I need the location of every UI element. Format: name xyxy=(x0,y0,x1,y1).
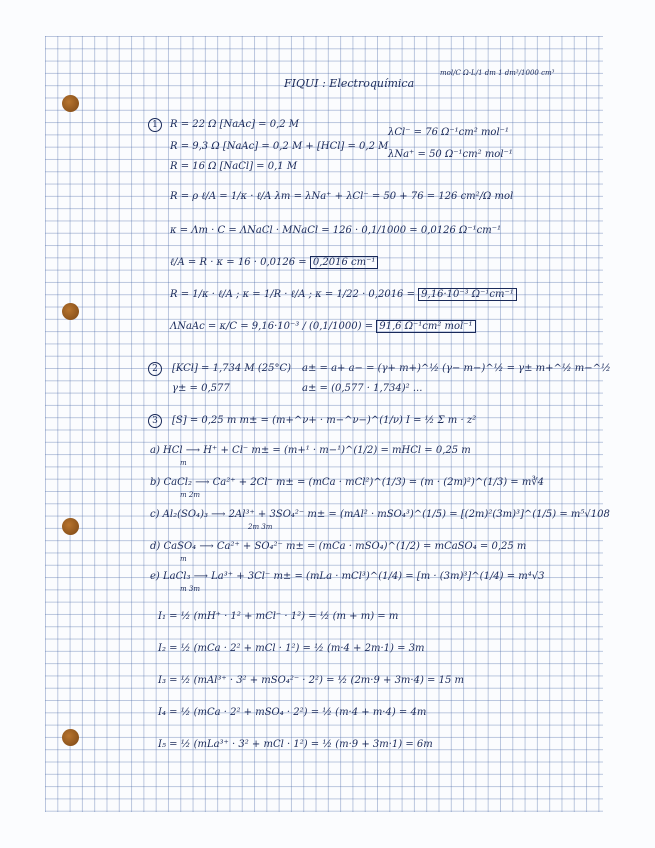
given-line: [KCl] = 1,734 M (25°C) xyxy=(172,363,291,374)
equation-line: ℓ/A = R · κ = 16 · 0,0126 = 0,2016 cm⁻¹ xyxy=(170,258,378,268)
molar-conductivity-na: λNa⁺ = 50 Ω⁻¹cm² mol⁻¹ xyxy=(388,149,513,160)
boxed-result: 0,2016 cm⁻¹ xyxy=(310,256,379,269)
page-title: FIQUI : Electroquímica xyxy=(284,77,415,90)
reaction-line: e) LaCl₃ ⟶ La³⁺ + 3Cl⁻ m± = (mLa · mCl³)^(1/4) = [m · (3m)³]^(1/4) = m⁴√3 xyxy=(150,571,545,582)
given-line: R = 9,3 Ω [NaAc] = 0,2 M + [HCl] = 0,2 M xyxy=(170,141,389,152)
reaction-line: b) CaCl₂ ⟶ Ca²⁺ + 2Cl⁻ m± = (mCa · mCl²)^(1/3) = (m · (2m)²)^(1/3) = m∛4 xyxy=(150,477,545,488)
species-molality: m xyxy=(180,459,187,467)
punch-hole xyxy=(62,95,79,112)
punch-hole xyxy=(62,303,79,320)
punch-hole xyxy=(62,518,79,535)
problem-number: 1 xyxy=(148,118,162,132)
page-margin-bottom xyxy=(0,812,655,848)
ionic-strength-line: I₂ = ½ (mCa · 2² + mCl · 1²) = ½ (m·4 + 2m·1) = 3m xyxy=(158,643,425,654)
ionic-strength-line: I₁ = ½ (mH⁺ · 1² + mCl⁻ · 1²) = ½ (m + m) = m xyxy=(158,611,399,622)
given-line: R = 16 Ω [NaCl] = 0,1 M xyxy=(170,161,298,172)
punch-hole xyxy=(62,729,79,746)
boxed-result: 9,16·10⁻³ Ω⁻¹cm⁻¹ xyxy=(418,288,517,301)
page-margin-top xyxy=(0,0,655,36)
problem-number: 2 xyxy=(148,362,162,376)
boxed-result: 91,6 Ω⁻¹cm² mol⁻¹ xyxy=(376,320,475,333)
equation-line: κ = Λm · C = ΛNaCl · MNaCl = 126 · 0,1/1000 = 0,0126 Ω⁻¹cm⁻¹ xyxy=(170,225,501,236)
given-line: R = 22 Ω [NaAc] = 0,2 M xyxy=(170,119,300,130)
given-line: [S] = 0,25 m m± = (m+^ν+ · m−^ν−)^(1/ν) I = ½ Σ m · z² xyxy=(172,415,477,426)
species-molality: m 2m xyxy=(180,491,200,499)
reaction-line: c) Al₂(SO₄)₃ ⟶ 2Al³⁺ + 3SO₄²⁻ m± = (mAl² · mSO₄³)^(1/5) = [(2m)²(3m)³]^(1/5) = m⁵√108 xyxy=(150,509,610,520)
species-molality: 2m 3m xyxy=(248,523,273,531)
equation-line: R = 1/κ · ℓ/A ; κ = 1/R · ℓ/A ; κ = 1/22 · 0,2016 = 9,16·10⁻³ Ω⁻¹cm⁻¹ xyxy=(170,290,517,300)
ionic-strength-line: I₄ = ½ (mCa · 2² + mSO₄ · 2²) = ½ (m·4 + m·4) = 4m xyxy=(158,707,427,718)
ionic-strength-line: I₅ = ½ (mLa³⁺ · 3² + mCl · 1²) = ½ (m·9 + 3m·1) = 6m xyxy=(158,739,433,750)
unit-conversions: mol/C Ω·L/1 dm 1 dm³/1000 cm³ xyxy=(440,69,555,77)
reaction-line: a) HCl ⟶ H⁺ + Cl⁻ m± = (m+¹ · m−¹)^(1/2) = mHCl = 0,25 m xyxy=(150,445,471,456)
species-molality: m xyxy=(180,555,187,563)
given-line: γ± = 0,577 xyxy=(172,383,230,394)
equation-line: a± = (0,577 · 1,734)² ... xyxy=(302,383,423,394)
page-margin-right xyxy=(603,0,655,848)
equation-line: ΛNaAc = κ/C = 9,16·10⁻³ / (0,1/1000) = 91,6 Ω⁻¹cm² mol⁻¹ xyxy=(170,322,476,332)
species-molality: m 3m xyxy=(180,585,200,593)
problem-number: 3 xyxy=(148,414,162,428)
ionic-strength-line: I₃ = ½ (mAl³⁺ · 3² + mSO₄²⁻ · 2²) = ½ (2m·9 + 3m·4) = 15 m xyxy=(158,675,464,686)
equation-line: R = ρ ℓ/A = 1/κ · ℓ/A λm = λNa⁺ + λCl⁻ = 50 + 76 = 126 cm²/Ω mol xyxy=(170,191,514,202)
equation-line: a± = a+ a− = (γ+ m+)^½ (γ− m−)^½ = γ± m+^½ m−^½ xyxy=(302,363,611,374)
molar-conductivity-cl: λCl⁻ = 76 Ω⁻¹cm² mol⁻¹ xyxy=(388,127,509,138)
page-margin-left xyxy=(0,0,45,848)
reaction-line: d) CaSO₄ ⟶ Ca²⁺ + SO₄²⁻ m± = (mCa · mSO₄)^(1/2) = mCaSO₄ = 0,25 m xyxy=(150,541,527,552)
